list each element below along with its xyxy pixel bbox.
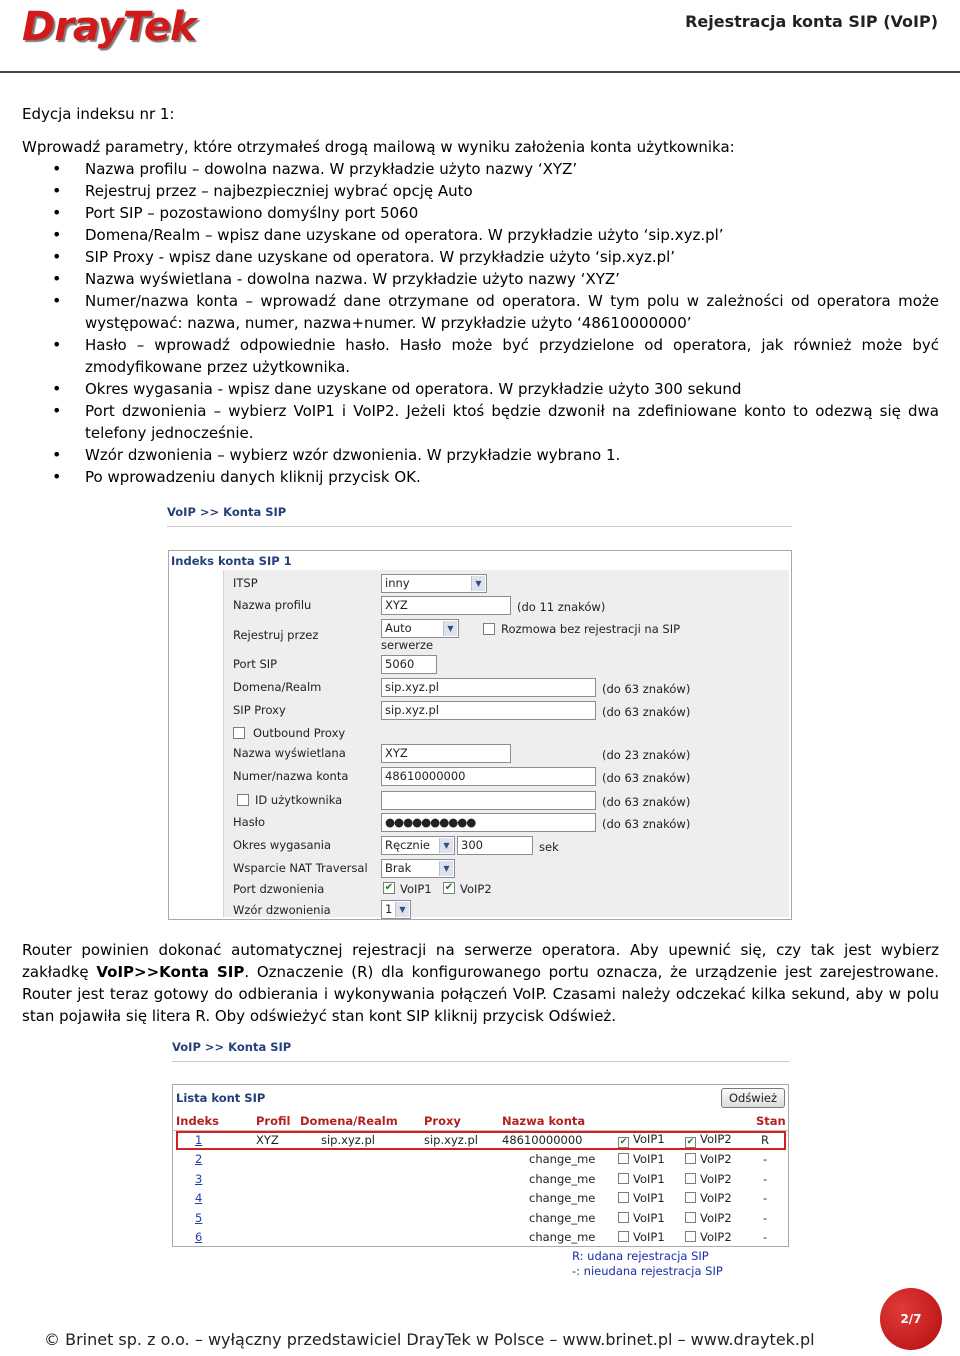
- voip2-checkbox[interactable]: [685, 1173, 696, 1184]
- nat-traversal-label: Wsparcie NAT Traversal: [233, 861, 368, 875]
- col-account: Nazwa konta: [499, 1113, 615, 1130]
- domain-cell: sip.xyz.pl: [321, 1133, 375, 1147]
- voip2-checkbox[interactable]: [685, 1231, 696, 1242]
- table-row: 5 change_me VoIP1 VoIP2 -: [173, 1208, 788, 1228]
- document-title: Rejestracja konta SIP (VoIP): [685, 12, 938, 31]
- col-profile: Profil: [253, 1113, 297, 1130]
- profile-name-hint: (do 11 znaków): [517, 600, 606, 614]
- voip2-checkbox[interactable]: [685, 1192, 696, 1203]
- profile-cell: [253, 1169, 297, 1189]
- password-input[interactable]: ●●●●●●●●●●: [381, 813, 596, 832]
- shot1-breadcrumb: VoIP >> Konta SIP: [167, 505, 287, 519]
- ring-pattern-select[interactable]: 1 ▼: [381, 900, 411, 919]
- status-cell: R: [761, 1133, 769, 1147]
- voip1-checkbox[interactable]: [618, 1231, 629, 1242]
- expiry-unit: sek: [539, 840, 559, 854]
- expiry-label: Okres wygasania: [233, 838, 332, 852]
- index-link[interactable]: 6: [195, 1230, 203, 1245]
- index-link[interactable]: 3: [195, 1171, 203, 1186]
- itsp-select[interactable]: inny ▼: [381, 574, 487, 593]
- account-cell: change_me: [529, 1230, 596, 1245]
- outbound-proxy-label: Outbound Proxy: [253, 726, 346, 740]
- user-id-checkbox[interactable]: [237, 794, 249, 806]
- col-status: Stan: [753, 1113, 788, 1130]
- voip2-checkbox[interactable]: ✔: [686, 1137, 695, 1147]
- chevron-down-icon: ▼: [443, 621, 457, 636]
- chevron-down-icon: ▼: [439, 861, 453, 876]
- sip-proxy-hint: (do 63 znaków): [602, 705, 691, 719]
- ring-pattern-label: Wzór dzwonienia: [233, 903, 331, 917]
- voip2-checkbox[interactable]: ✔: [444, 882, 454, 893]
- display-name-hint: (do 23 znaków): [602, 748, 691, 762]
- proxy-cell: sip.xyz.pl: [424, 1133, 478, 1147]
- register-via-select[interactable]: Auto ▼: [381, 619, 459, 638]
- list-item: • Okres wygasania - wpisz dane uzyskane od operatora. W przykładzie użyto 300 sekund: [22, 378, 939, 400]
- col-domain: Domena/Realm: [297, 1113, 421, 1130]
- sip-port-label: Port SIP: [233, 657, 278, 671]
- list-item: • Nazwa profilu – dowolna nazwa. W przykładzie użyto nazwy ‘XYZ’: [22, 158, 939, 180]
- header-divider: [0, 71, 960, 73]
- voip2-checkbox[interactable]: [685, 1212, 696, 1223]
- server-label: serwerze: [381, 638, 434, 652]
- status-cell: -: [763, 1171, 768, 1186]
- voip1-checkbox[interactable]: [618, 1212, 629, 1223]
- proxy-cell: [421, 1208, 499, 1228]
- footer-text: © Brinet sp. z o.o. – wyłączny przedstawiciel DrayTek w Polsce – www.brinet.pl – www.draytek.pl: [44, 1330, 815, 1349]
- parameter-list: [22, 158, 939, 488]
- intro-text: Wprowadź parametry, które otrzymałeś drogą mailową w wyniku założenia konta użytkownika:: [22, 138, 735, 156]
- voip1-label: VoIP1: [400, 882, 432, 896]
- domain-cell: [297, 1150, 421, 1170]
- table-header: [173, 1113, 788, 1130]
- user-id-hint: (do 63 znaków): [602, 795, 691, 809]
- shot2-breadcrumb: VoIP >> Konta SIP: [172, 1040, 292, 1054]
- user-id-input[interactable]: [381, 791, 596, 810]
- user-id-label: ID użytkownika: [255, 793, 343, 807]
- proxy-cell: [421, 1150, 499, 1170]
- list-item: • Port SIP – pozostawiono domyślny port 5060: [22, 202, 939, 224]
- expiry-seconds-input[interactable]: 300: [457, 836, 533, 855]
- proxy-cell: [421, 1189, 499, 1209]
- account-number-label: Numer/nazwa konta: [233, 769, 349, 783]
- status-cell: -: [763, 1152, 768, 1167]
- list-item: • Domena/Realm – wpisz dane uzyskane od operatora. W przykładzie użyto ‘sip.xyz.pl’: [22, 224, 939, 246]
- index-link[interactable]: 4: [195, 1191, 203, 1206]
- list-item: • Nazwa wyświetlana - dowolna nazwa. W przykładzie użyto nazwy ‘XYZ’: [22, 268, 939, 290]
- domain-cell: [297, 1228, 421, 1248]
- list-item: • Po wprowadzeniu danych kliknij przycisk OK.: [22, 466, 939, 488]
- shot1-divider: [167, 526, 792, 527]
- list-item: • SIP Proxy - wpisz dane uzyskane od operatora. W przykładzie użyto ‘sip.xyz.pl’: [22, 246, 939, 268]
- sip-port-input[interactable]: 5060: [381, 655, 437, 674]
- profile-name-label: Nazwa profilu: [233, 598, 312, 612]
- list-title: Lista kont SIP: [176, 1091, 266, 1105]
- account-cell: 48610000000: [502, 1133, 583, 1147]
- list-item: • Rejestruj przez – najbezpieczniej wybrać opcję Auto: [22, 180, 939, 202]
- sip-account-form: [168, 550, 792, 920]
- domain-input[interactable]: sip.xyz.pl: [381, 678, 596, 697]
- itsp-label: ITSP: [233, 576, 258, 590]
- voip1-checkbox[interactable]: [618, 1153, 629, 1164]
- voip1-checkbox[interactable]: [618, 1173, 629, 1184]
- chevron-down-icon: ▼: [439, 838, 453, 853]
- sip-proxy-input[interactable]: sip.xyz.pl: [381, 701, 596, 720]
- outbound-proxy-checkbox[interactable]: [233, 727, 245, 739]
- expiry-mode-select[interactable]: Ręcznie ▼: [381, 836, 455, 855]
- draytek-logo: DrayTek: [22, 4, 196, 50]
- profile-cell: [253, 1189, 297, 1209]
- profile-cell: XYZ: [256, 1133, 279, 1147]
- col-voip2: [673, 1113, 753, 1130]
- no-registration-label: Rozmowa bez rejestracji na SIP: [501, 622, 681, 636]
- table-row: 4 change_me VoIP1 VoIP2 -: [173, 1189, 788, 1209]
- profile-cell: [253, 1150, 297, 1170]
- table-row: 2 change_me VoIP1 VoIP2 -: [173, 1150, 788, 1170]
- domain-cell: [297, 1208, 421, 1228]
- domain-cell: [297, 1189, 421, 1209]
- status-paragraph: Router powinien dokonać automatycznej rejestracji na serwerze operatora. Aby upewnić się, czy tak jest wybierz zakładkę VoIP>>Konta SIP. Oznaczenie (R) dla konfigurowanego portu oznacza, że urządzenie jest zarejestrowane. Router jest teraz gotowy do odbierania i wykonywania połączeń VoIP. Czasami należy odczekać kilka sekund, aby w polu stan pojawiła się litera R. Oby odświeżyć stan kont SIP kliknij przycisk Odśwież.: [22, 941, 939, 1025]
- col-proxy: Proxy: [421, 1113, 499, 1130]
- col-index: Indeks: [173, 1113, 253, 1130]
- list-item: • Port dzwonienia – wybierz VoIP1 i VoIP2. Jeżeli ktoś będzie dzwonił na zdefiniowane konto to odezwą się dwa telefony jednocześnie.: [22, 400, 939, 444]
- domain-hint: (do 63 znaków): [602, 682, 691, 696]
- status-cell: -: [763, 1230, 768, 1245]
- domain-cell: [297, 1169, 421, 1189]
- refresh-button[interactable]: Odśwież: [721, 1088, 785, 1108]
- ring-port-label: Port dzwonienia: [233, 882, 325, 896]
- form-title: Indeks konta SIP 1: [171, 554, 292, 568]
- domain-label: Domena/Realm: [233, 680, 322, 694]
- account-cell: change_me: [529, 1171, 596, 1186]
- register-via-label: Rejestruj przez: [233, 628, 319, 642]
- account-cell: change_me: [529, 1152, 596, 1167]
- index-link[interactable]: 2: [195, 1152, 203, 1167]
- account-cell: change_me: [529, 1191, 596, 1206]
- voip2-checkbox[interactable]: [685, 1153, 696, 1164]
- list-item: • Hasło – wprowadź odpowiednie hasło. Hasło może być przydzielone od operatora, jak również może być zmodyfikowane przez użytkownika.: [22, 334, 939, 378]
- index-link[interactable]: 5: [195, 1210, 203, 1225]
- display-name-input[interactable]: XYZ: [381, 744, 511, 763]
- display-name-label: Nazwa wyświetlana: [233, 746, 346, 760]
- proxy-cell: [421, 1169, 499, 1189]
- shot2-divider: [172, 1061, 789, 1062]
- index-link[interactable]: 1: [195, 1133, 203, 1147]
- sip-proxy-label: SIP Proxy: [233, 703, 286, 717]
- list-item: • Wzór dzwonienia – wybierz wzór dzwonienia. W przykładzie wybrano 1.: [22, 444, 939, 466]
- voip1-checkbox[interactable]: ✔: [619, 1137, 628, 1147]
- voip1-checkbox[interactable]: [618, 1192, 629, 1203]
- chevron-down-icon: ▼: [395, 902, 409, 917]
- profile-name-input[interactable]: XYZ: [381, 596, 511, 615]
- menu-path: VoIP>>Konta SIP: [96, 963, 245, 981]
- page-number-badge: 2/7: [880, 1288, 942, 1350]
- profile-cell: [253, 1228, 297, 1248]
- sip-accounts-list: [172, 1084, 789, 1247]
- voip1-checkbox[interactable]: ✔: [384, 882, 394, 893]
- account-number-input[interactable]: 48610000000: [381, 767, 596, 786]
- table-row: 3 change_me VoIP1 VoIP2 -: [173, 1169, 788, 1189]
- password-hint: (do 63 znaków): [602, 817, 691, 831]
- table-row: 6 change_me VoIP1 VoIP2 -: [173, 1228, 788, 1248]
- section-title: Edycja indeksu nr 1:: [22, 105, 175, 123]
- password-label: Hasło: [233, 815, 265, 829]
- legend-failed: -: nieudana rejestracja SIP: [572, 1264, 723, 1278]
- legend-registered: R: udana rejestracja SIP: [572, 1249, 709, 1263]
- table-row: 1 XYZ sip.xyz.pl sip.xyz.pl 48610000000 ✔ VoIP1 ✔ VoIP2 R: [173, 1130, 788, 1150]
- no-registration-checkbox[interactable]: [483, 623, 495, 635]
- profile-cell: [253, 1208, 297, 1228]
- chevron-down-icon: ▼: [471, 576, 485, 591]
- account-number-hint: (do 63 znaków): [602, 771, 691, 785]
- status-cell: -: [763, 1191, 768, 1206]
- list-item: • Numer/nazwa konta – wprowadź dane otrzymane od operatora. W tym polu w zależności od operatora może występować: nazwa, numer, nazwa+numer. W przykładzie użyto ‘48610000000’: [22, 290, 939, 334]
- accounts-table: [173, 1113, 788, 1247]
- col-voip1: [615, 1113, 673, 1130]
- voip2-label: VoIP2: [460, 882, 492, 896]
- account-cell: change_me: [529, 1210, 596, 1225]
- nat-traversal-select[interactable]: Brak ▼: [381, 859, 455, 878]
- proxy-cell: [421, 1228, 499, 1248]
- status-cell: -: [763, 1210, 768, 1225]
